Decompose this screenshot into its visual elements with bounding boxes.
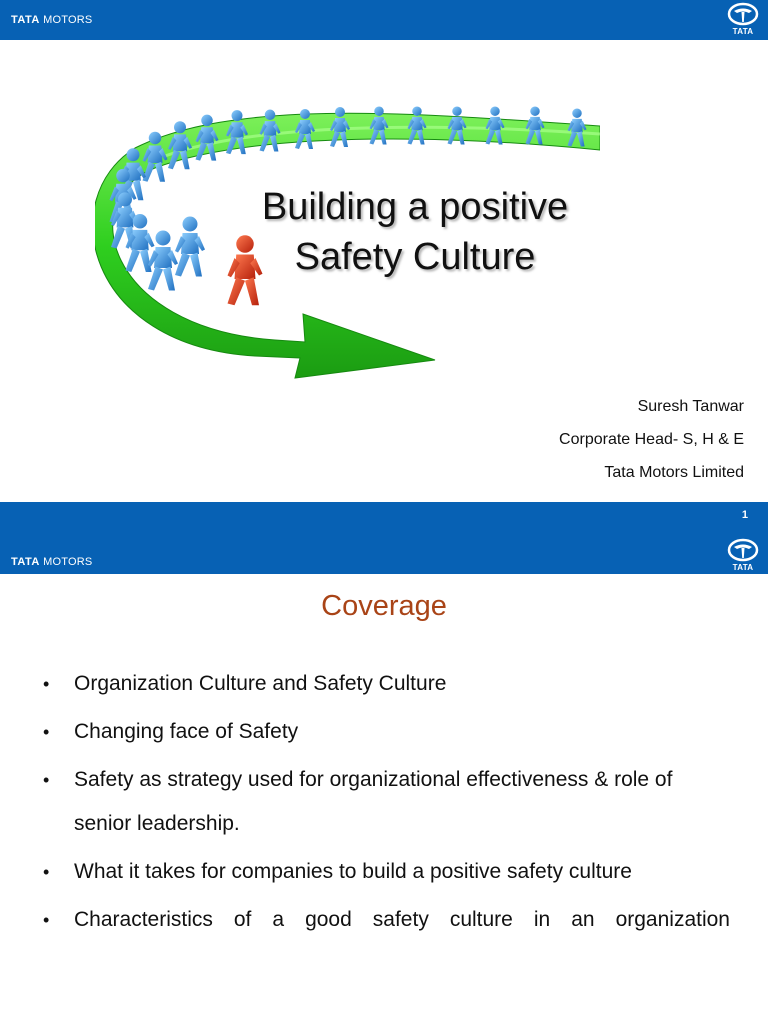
coverage-slide [0,502,768,1024]
author-name: Suresh Tanwar [637,398,744,415]
header-bar [0,532,768,574]
title-slide [0,0,768,502]
coverage-list [40,662,730,946]
author-role: Corporate Head- S, H & E [559,431,744,448]
list-item: • Organization Culture and Safety Culture [40,662,730,706]
tata-motors-wordmark: TATA MOTORS [11,14,93,26]
slide-title: Building a positive Safety Culture [261,186,569,278]
header-bar [0,0,768,40]
list-item: • Changing face of Safety [40,710,730,754]
tata-logo-text: TATA [732,27,754,36]
footer-bar [0,502,768,532]
author-block [559,390,744,489]
list-item: • Safety as strategy used for organizational effectiveness & role of senior leadership. [40,758,730,846]
author-company: Tata Motors Limited [604,464,744,481]
tata-motors-wordmark: TATA MOTORS [11,556,93,568]
coverage-title: Coverage [321,590,447,622]
tata-logo-text: TATA [732,563,754,572]
list-item: • What it takes for companies to build a positive safety culture [40,850,730,894]
page-number: 1 [741,509,748,521]
list-item: • Characteristics of a good safety culture in an organization [40,898,730,942]
